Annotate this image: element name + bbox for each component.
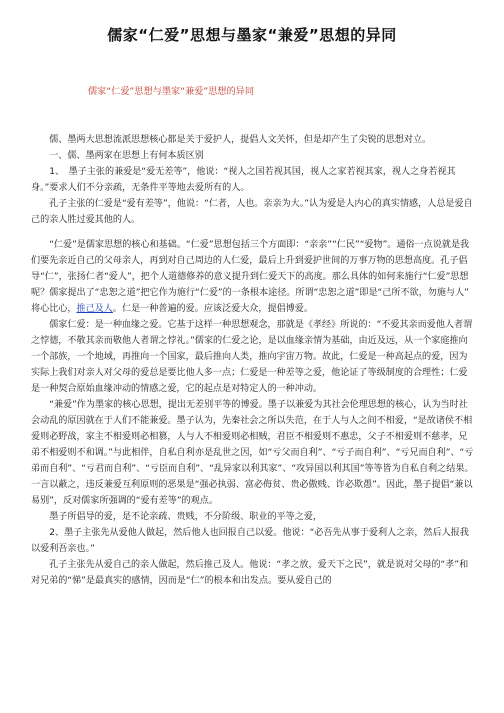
paragraph: 儒家仁爱：是一种血缘之爱。它基于这样一种思想观念，那就是《孝经》所说的：“不爱其亲而爱他人者谓之悖德，不敬其亲而敬他人者谓之悖礼。”儒家的仁爱之论，是以血缘亲情为基础，由近及远，从一个家庭推向一个部族，一个地域，再推向一个国家，最后推向人类，推向宇宙万物。故此，仁爱是一种高起点的爱，因为实际上我们对亲人对父母的爱总是要比他人多一点；仁爱是一种差等之爱，他论证了等级制度的合理性；仁爱是一种契合原始血缘冲动的情感之爱，它的起点是对特定人的一种冲动。 xyxy=(31,320,473,394)
document-title: 儒家“仁爱”思想与墨家“兼爱”思想的异同 xyxy=(107,26,397,44)
document-subtitle: 儒家“仁爱”思想与墨家“兼爱”思想的异同 xyxy=(88,86,255,97)
tuijiren-link[interactable]: 推己及人 xyxy=(76,304,113,314)
paragraph: 2、墨子主张先从爱他人做起，然后他人也回报自己以爱。他说：“必吾先从事于爱利人之亲，然后人报我以爱利吾亲也。” xyxy=(31,528,469,554)
paragraph-text-after: 。仁是一种普遍的爱。应该泛爱大众，提倡博爱。 xyxy=(112,304,313,314)
paragraph xyxy=(31,237,488,317)
document-body xyxy=(31,132,488,589)
paragraph: 墨子所倡导的爱，是不论亲疏、贵贱，不分阶级、职业的平等之爱， xyxy=(49,512,323,522)
paragraph: 儒、墨两大思想流派思想核心都是关于爱护人，提倡人文关怀，但是却产生了尖锐的思想对立。 xyxy=(49,135,432,145)
paragraph: 孔子主张先从爱自己的亲人做起，然后推己及人。他说：“孝之放，爱天下之民”，就是说对父母的“孝”和对兄弟的“悌”是最真实的感情，因而是“仁”的根本和出发点。要从爱自己的 xyxy=(31,560,469,586)
paragraph: “兼爱”作为墨家的核心思想，提出无差别平等的博爱。墨子以兼爱为其社会伦理思想的核心，认为当时社会动乱的原因就在于人们不能兼爱。墨子认为，先秦社会之所以失范，在于人与人之间不相爱，“是故诸侯不相爱则必野战，家主不相爱则必相篡，人与人不相爱则必相贼，君臣不相爱则不惠忠，父子不相爱则不慈孝，兄弟不相爱则不和调。”与此相伴，自私自利亦是乱世之因，如“亏父而自利”、“亏子而自利”、“亏兄而自利”、“亏弟而自利”、“亏君而自利”、“亏臣而自利”、“乱异家以利其家”、“攻异国以利其国”等等皆为自私自利之结果。一言以蔽之，违反兼爱互利原则的恶果是“强必执弱、富必侮贫、贵必傲贱、诈必欺愚”。因此，墨子提倡“兼以易别”，反对儒家所强调的“爱有差等”的观点。 xyxy=(31,400,474,506)
section-heading: 一、儒、墨两家在思想上有何本质区别 xyxy=(49,151,204,161)
paragraph: 1、 墨子主张的兼爱是“爱无差等”，他说：“视人之国若视其国，视人之家若视其家，视人之身若视其身。”要求人们不分亲疏，无条件平等地去爱所有的人。 xyxy=(31,167,456,193)
paragraph-text: “仁爱”是儒家思想的核心和基础。“仁爱”思想包括三个方面即：“亲亲”“仁民”“爱物”。通俗一点说就是我们要先亲近自己的父母亲人，再到对自己周边的人仁爱，最后上升到爱护世间的万事万物的思想高度。孔子倡导“仁”，张扬仁者“爱人”，把个人道德修养的意义提升到仁爱天下的高度。那么具体的如何来施行“仁爱”思想呢？儒家提出了“忠恕之道”把它作为施行“仁爱”的一条根本途径。所谓“忠恕之道”即是“己所不欲，勿施与人” 将心比心， xyxy=(31,240,488,314)
paragraph: 孔子主张的仁爱是“爱有差等”，他说：“仁者，人也。亲亲为大。”认为爱是人内心的真实情感，人总是爱自己的亲人胜过爱其他的人。 xyxy=(31,199,473,225)
